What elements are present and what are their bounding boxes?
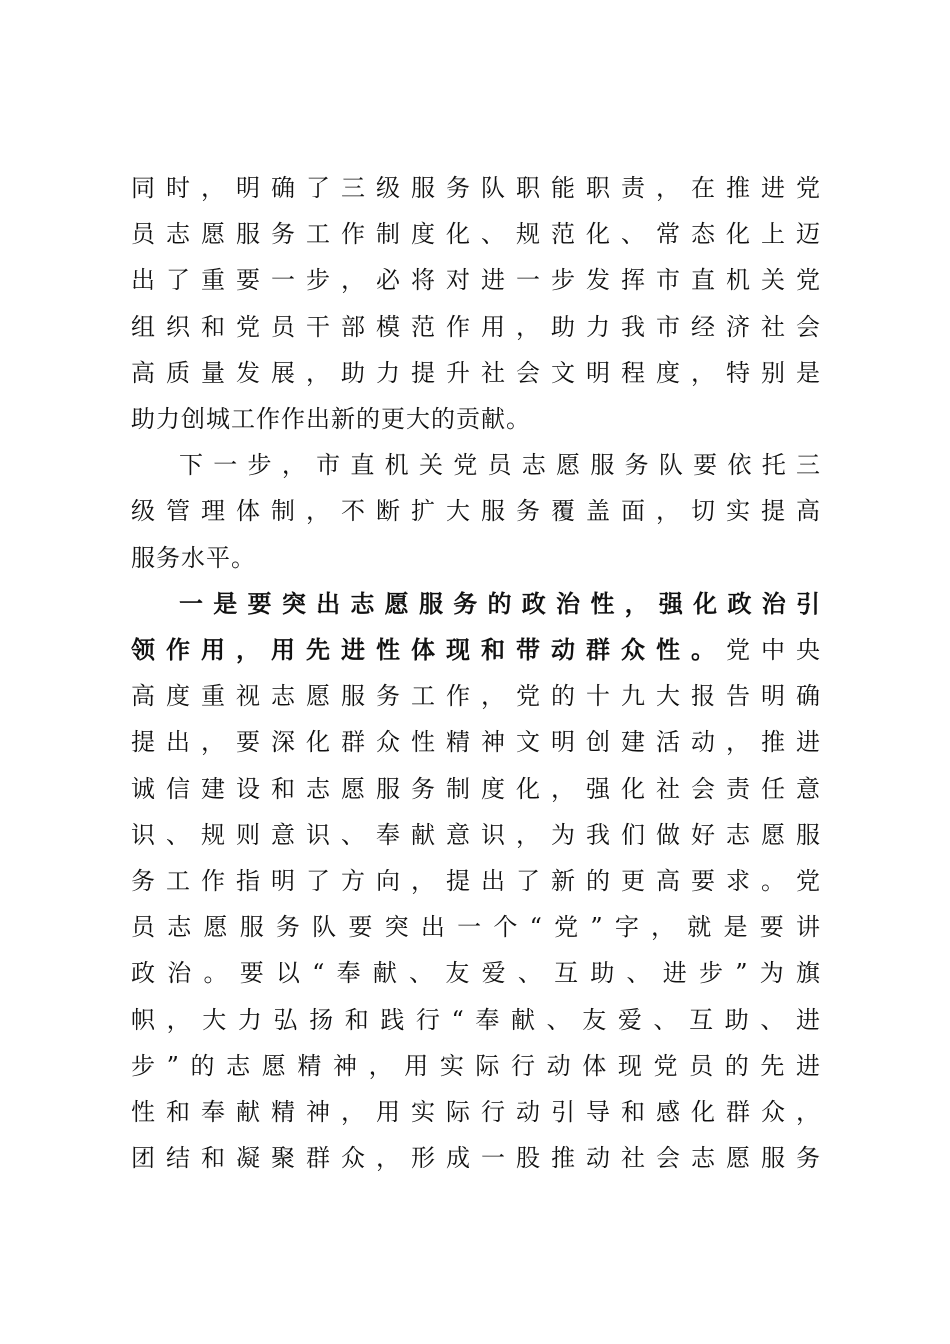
text-line: 步”的志愿精神，用实际行动体现党员的先进 <box>131 1051 821 1080</box>
bold-heading-line: 一是要突出志愿服务的政治性，强化政治引 <box>179 589 821 618</box>
text-line: 出了重要一步，必将对进一步发挥市直机关党 <box>131 266 821 295</box>
paragraph-1 <box>131 165 821 442</box>
paragraph-2 <box>131 442 821 581</box>
text-line: 高质量发展，助力提升社会文明程度，特别是 <box>131 358 821 387</box>
text-line: 诚信建设和志愿服务制度化，强化社会责任意 <box>131 774 821 803</box>
text-line: 组织和党员干部模范作用，助力我市经济社会 <box>131 312 821 341</box>
text-line: 员志愿服务工作制度化、规范化、常态化上迈 <box>131 220 821 249</box>
text-line: 性和奉献精神，用实际行动引导和感化群众， <box>131 1098 821 1127</box>
text-segment: 党中央 <box>726 636 821 665</box>
text-line: 级管理体制，不断扩大服务覆盖面，切实提高 <box>131 497 821 526</box>
paragraph-3 <box>131 581 821 1182</box>
text-line: 高度重视志愿服务工作，党的十九大报告明确 <box>131 682 821 711</box>
text-line: 政治。要以“奉献、友爱、互助、进步”为旗 <box>131 959 821 988</box>
text-line: 团结和凝聚群众，形成一股推动社会志愿服务 <box>131 1144 821 1173</box>
text-line: 提出，要深化群众性精神文明创建活动，推进 <box>131 728 821 757</box>
text-line: 助力创城工作作出新的更大的贡献。 <box>131 405 531 434</box>
text-line: 识、规则意识、奉献意识，为我们做好志愿服 <box>131 820 821 849</box>
document-body <box>131 165 821 1181</box>
text-line: 员志愿服务队要突出一个“党”字，就是要讲 <box>131 913 821 942</box>
text-line: 下一步，市直机关党员志愿服务队要依托三 <box>179 451 821 480</box>
bold-heading-line: 领作用，用先进性体现和带动群众性。 <box>131 636 726 665</box>
text-line: 同时，明确了三级服务队职能职责，在推进党 <box>131 174 821 202</box>
text-line: 帜，大力弘扬和践行“奉献、友爱、互助、进 <box>131 1005 821 1034</box>
text-line: 务工作指明了方向，提出了新的更高要求。党 <box>131 867 821 896</box>
text-line <box>131 627 821 673</box>
text-line: 服务水平。 <box>131 543 256 572</box>
